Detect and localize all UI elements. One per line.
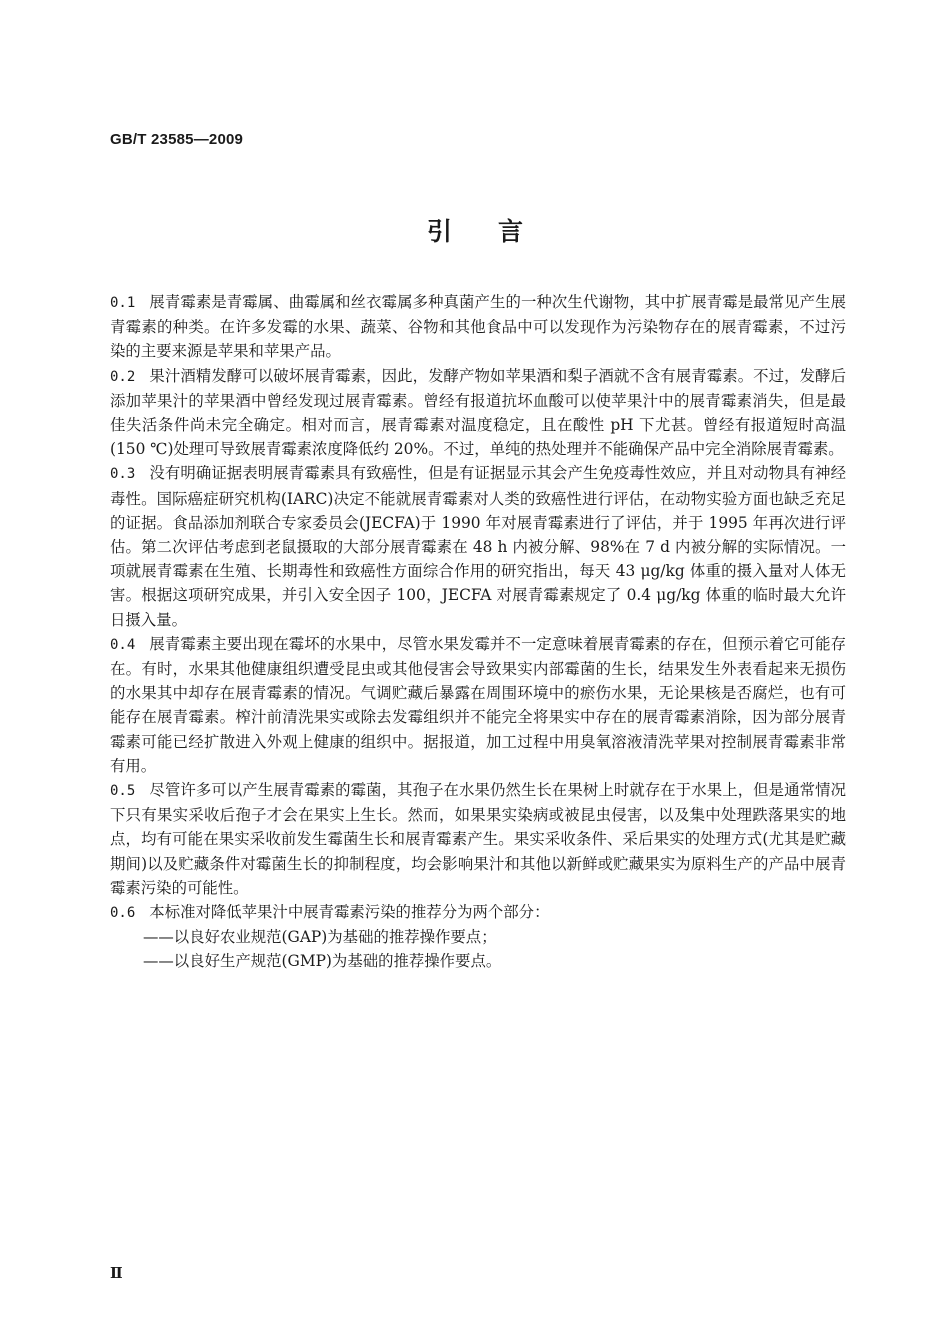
clause-text: 本标准对降低苹果汁中展青霉素污染的推荐分为两个部分： [149, 903, 550, 922]
clause-0-5 [110, 778, 846, 900]
clause-number: 0.5 [110, 783, 136, 800]
clause-0-3 [110, 461, 846, 631]
standard-code: GB/T 23585—2009 [110, 131, 244, 148]
clause-text: 没有明确证据表明展青霉素具有致癌性，但是有证据显示其会产生免疫毒性效应，并且对动物具有神经毒性。国际癌症研究机构(IARC)决定不能就展青霉素对人类的致癌性进行评估，在动物实验方面也缺乏充足的证据。食品添加剂联合专家委员会(JECFA)于 1990 年对展青霉素进行了评估，并于 1995 年再次进行评估。第二次评估考虑到老鼠摄取的大部分展青霉素在 48 h 内被分解、98%在 7 d 内被分解的实际情况。一项就展青霉素在生殖、长期毒性和致癌性方面综合作用的研究指出，每天 43 μg/kg 体重的摄入量对人体无害。根据这项研究成果，并引入安全因子 100，JECFA 对展青霉素规定了 0.4 μg/kg 体重的临时最大允许日摄入量。 [110, 464, 846, 629]
clause-text: 展青霉素主要出现在霉坏的水果中，尽管水果发霉并不一定意味着展青霉素的存在，但预示着它可能存在。有时，水果其他健康组织遭受昆虫或其他侵害会导致果实内部霉菌的生长，结果发生外表看起来无损伤的水果其中却存在展青霉素的情况。气调贮藏后暴露在周围环境中的瘀伤水果，无论果核是否腐烂，也有可能存在展青霉素。榨汁前清洗果实或除去发霉组织并不能完全将果实中存在的展青霉素消除，因为部分展青霉素可能已经扩散进入外观上健康的组织中。据报道，加工过程中用臭氧溶液清洗苹果对控制展青霉素非常有用。 [110, 634, 846, 775]
clause-number: 0.3 [110, 466, 136, 483]
clause-0-6 [110, 900, 846, 925]
clause-0-2 [110, 364, 846, 462]
clause-0-4 [110, 632, 846, 778]
page-title: 引言 [426, 217, 569, 246]
clause-text: 尽管许多可以产生展青霉素的霉菌，其孢子在水果仍然生长在果树上时就存在于水果上，但是通常情况下只有果实采收后孢子才会在果实上生长。然而，如果果实染病或被昆虫侵害，以及集中处理跌落果实的地点，均有可能在果实采收前发生霉菌生长和展青霉素产生。果实采收条件、采后果实的处理方式(尤其是贮藏期间)以及贮藏条件对霉菌生长的抑制程度，均会影响果汁和其他以新鲜或贮藏果实为原料生产的产品中展青霉素污染的可能性。 [110, 781, 846, 897]
clause-number: 0.1 [110, 295, 136, 311]
clause-number: 0.6 [110, 905, 136, 922]
clause-text: 果汁酒精发酵可以破坏展青霉素，因此，发酵产物如苹果酒和梨子酒就不含有展青霉素。不过，发酵后添加苹果汁的苹果酒中曾经发现过展青霉素。曾经有报道抗坏血酸可以使苹果汁中的展青霉素消失，但是最佳失活条件尚未完全确定。相对而言，展青霉素对温度稳定，且在酸性 pH 下尤甚。曾经有报道短时高温(150 ℃)处理可导致展青霉素浓度降低约 20%。不过，单纯的热处理并不能确保产品中完全消除展青霉素。 [110, 366, 846, 459]
page-number: Ⅱ [110, 1266, 123, 1282]
list-item-gap: ——以良好农业规范(GAP)为基础的推荐操作要点； [143, 928, 497, 947]
clause-number: 0.4 [110, 636, 136, 653]
list-item-gmp: ——以良好生产规范(GMP)为基础的推荐操作要点。 [143, 952, 502, 971]
clause-text: 展青霉素是青霉属、曲霉属和丝衣霉属多种真菌产生的一种次生代谢物，其中扩展青霉是最常见产生展青霉素的种类。在许多发霉的水果、蔬菜、谷物和其他食品中可以发现作为污染物存在的展青霉素，不过污染的主要来源是苹果和苹果产品。 [110, 293, 846, 361]
body-text [110, 290, 846, 974]
clause-0-1 [110, 290, 846, 364]
clause-number: 0.2 [110, 368, 136, 385]
